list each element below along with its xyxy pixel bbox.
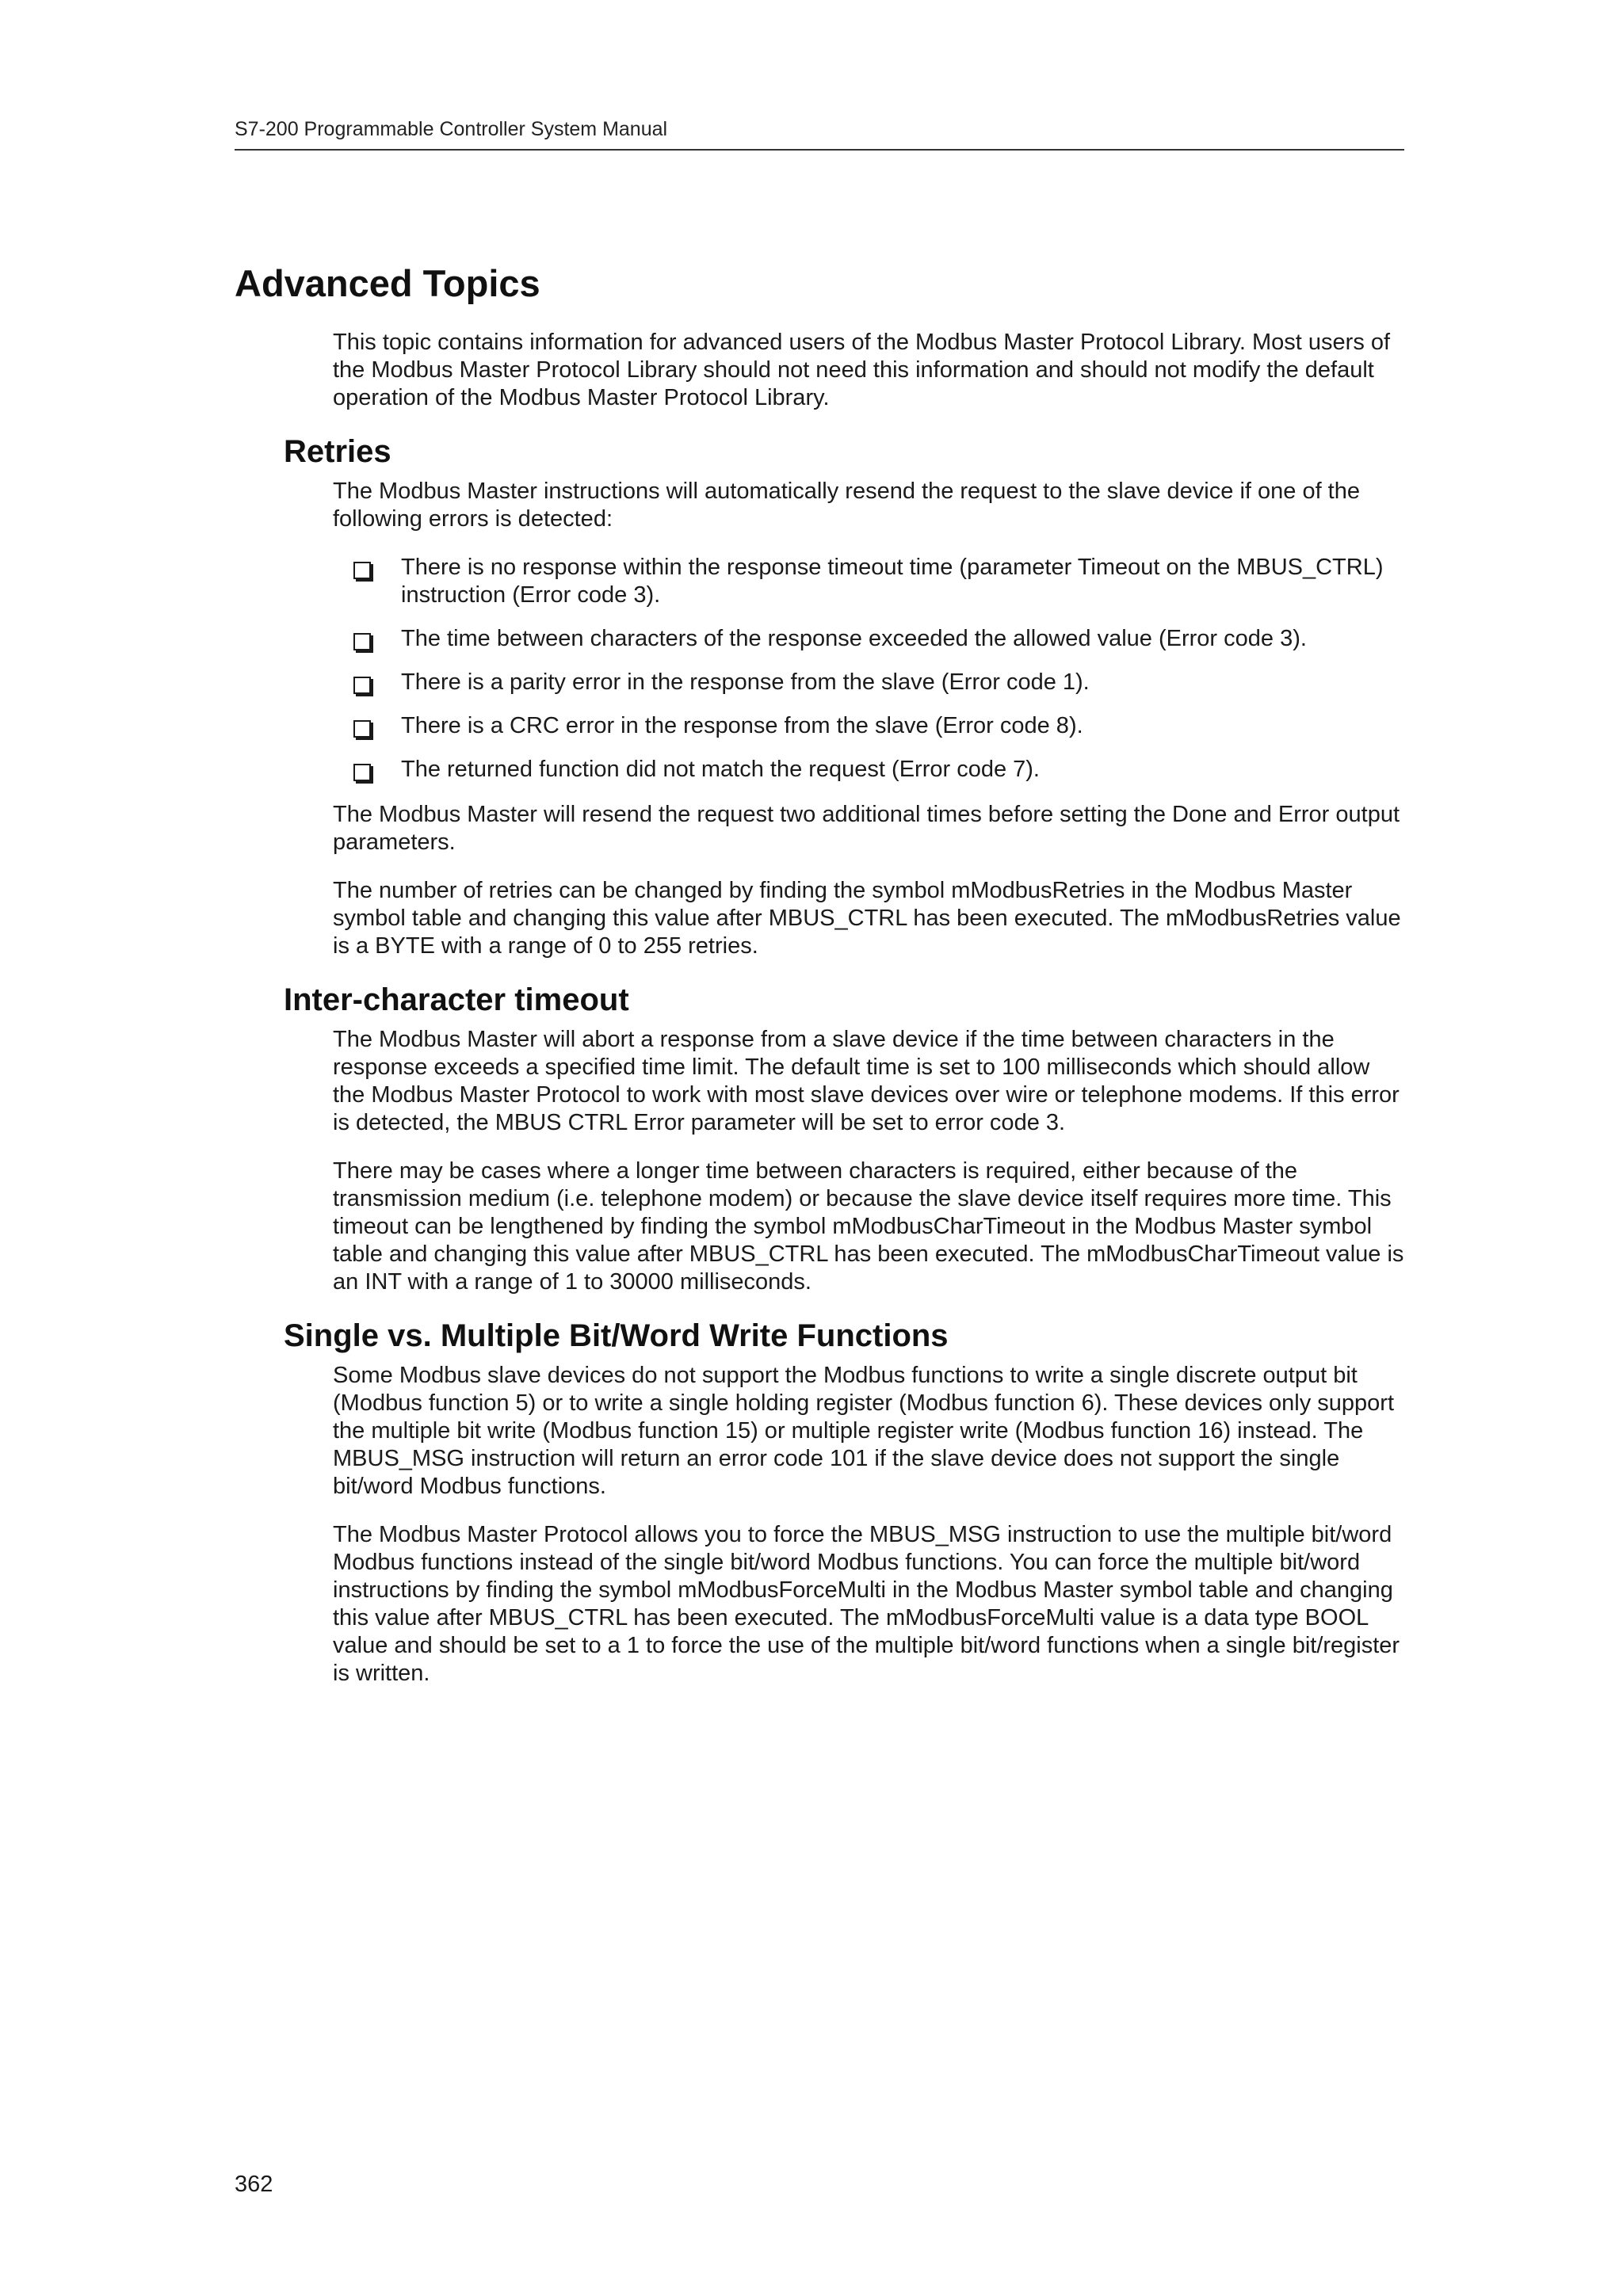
- list-item-text: There is a CRC error in the response from the slave (Error code 8).: [401, 713, 1083, 738]
- page-number: 362: [235, 2172, 273, 2197]
- page-content: [235, 261, 1407, 1708]
- retries-error-list: [333, 554, 1407, 784]
- list-item: [333, 756, 1407, 784]
- checkbox-bullet-icon: [353, 720, 371, 738]
- section-intercharacter-timeout: [333, 1026, 1407, 1296]
- list-item: [333, 712, 1407, 740]
- retries-intro-paragraph: The Modbus Master instructions will automatically resend the request to the slave device if one of the following errors is detected:: [333, 479, 1360, 532]
- intro-paragraph: This topic contains information for advanced users of the Modbus Master Protocol Library. Most users of the Modbus Master Protocol Library should not need this information and should not modify the default operation of the Modbus Master Protocol Library.: [333, 330, 1391, 410]
- intro-block: [333, 329, 1407, 412]
- list-item-text: The time between characters of the response exceeded the allowed value (Error code 3).: [401, 626, 1307, 651]
- section-heading-intercharacter-timeout: Inter-character timeout: [284, 982, 629, 1017]
- list-item: [333, 625, 1407, 653]
- singlemultiple-paragraph-2: The Modbus Master Protocol allows you to force the MBUS_MSG instruction to use the multiple bit/word Modbus functions instead of the single bit/word Modbus functions. You can force the multiple bit/word instructions by finding the symbol mModbusForceMulti in the Modbus Master symbol table and changing this value after MBUS_CTRL has been executed. The mModbusForceMulti value is a data type BOOL value and should be set to a 1 to force the use of the multiple bit/word functions when a single bit/register is written.: [333, 1522, 1400, 1686]
- running-header: S7-200 Programmable Controller System Manual: [235, 117, 1404, 151]
- page-title: Advanced Topics: [235, 262, 540, 304]
- list-item: [333, 554, 1407, 609]
- list-item-text: There is no response within the response timeout time (parameter Timeout on the MBUS_CTRL) instruction (Error code 3).: [401, 555, 1384, 608]
- intercharacter-paragraph-2: There may be cases where a longer time between characters is required, either because of the transmission medium (i.e. telephone modem) or because the slave device itself requires more time. This timeout can be lengthened by finding the symbol mModbusCharTimeout in the Modbus Master symbol table and changing this value after MBUS_CTRL has been executed. The mModbusCharTimeout value is an INT with a range of 1 to 30000 milliseconds.: [333, 1158, 1404, 1295]
- section-heading-retries: Retries: [284, 434, 391, 469]
- retries-paragraph-2: The number of retries can be changed by finding the symbol mModbusRetries in the Modbus Master symbol table and changing this value after MBUS_CTRL has been executed. The mModbusRetries value is a BYTE with a range of 0 to 255 retries.: [333, 878, 1401, 959]
- checkbox-bullet-icon: [353, 677, 371, 694]
- retries-paragraph-1: The Modbus Master will resend the request two additional times before setting the Done and Error output parameters.: [333, 802, 1400, 855]
- checkbox-bullet-icon: [353, 562, 371, 579]
- intercharacter-paragraph-1: The Modbus Master will abort a response from a slave device if the time between characters in the response exceeds a specified time limit. The default time is set to 100 milliseconds which should allow the Modbus Master Protocol to work with most slave devices over wire or telephone modems. If this error is detected, the MBUS CTRL Error parameter will be set to error code 3.: [333, 1027, 1400, 1135]
- section-heading-single-vs-multiple: Single vs. Multiple Bit/Word Write Functions: [284, 1318, 949, 1353]
- list-item-text: There is a parity error in the response from the slave (Error code 1).: [401, 669, 1090, 695]
- checkbox-bullet-icon: [353, 633, 371, 650]
- section-single-vs-multiple: [333, 1362, 1407, 1688]
- section-retries: [333, 478, 1407, 960]
- singlemultiple-paragraph-1: Some Modbus slave devices do not support the Modbus functions to write a single discrete output bit (Modbus function 5) or to write a single holding register (Modbus function 6). These devices only support the multiple bit write (Modbus function 15) or multiple register write (Modbus function 16) instead. The MBUS_MSG instruction will return an error code 101 if the slave device does not support the single bit/word Modbus functions.: [333, 1363, 1394, 1499]
- list-item: [333, 669, 1407, 696]
- checkbox-bullet-icon: [353, 764, 371, 781]
- list-item-text: The returned function did not match the request (Error code 7).: [401, 757, 1040, 782]
